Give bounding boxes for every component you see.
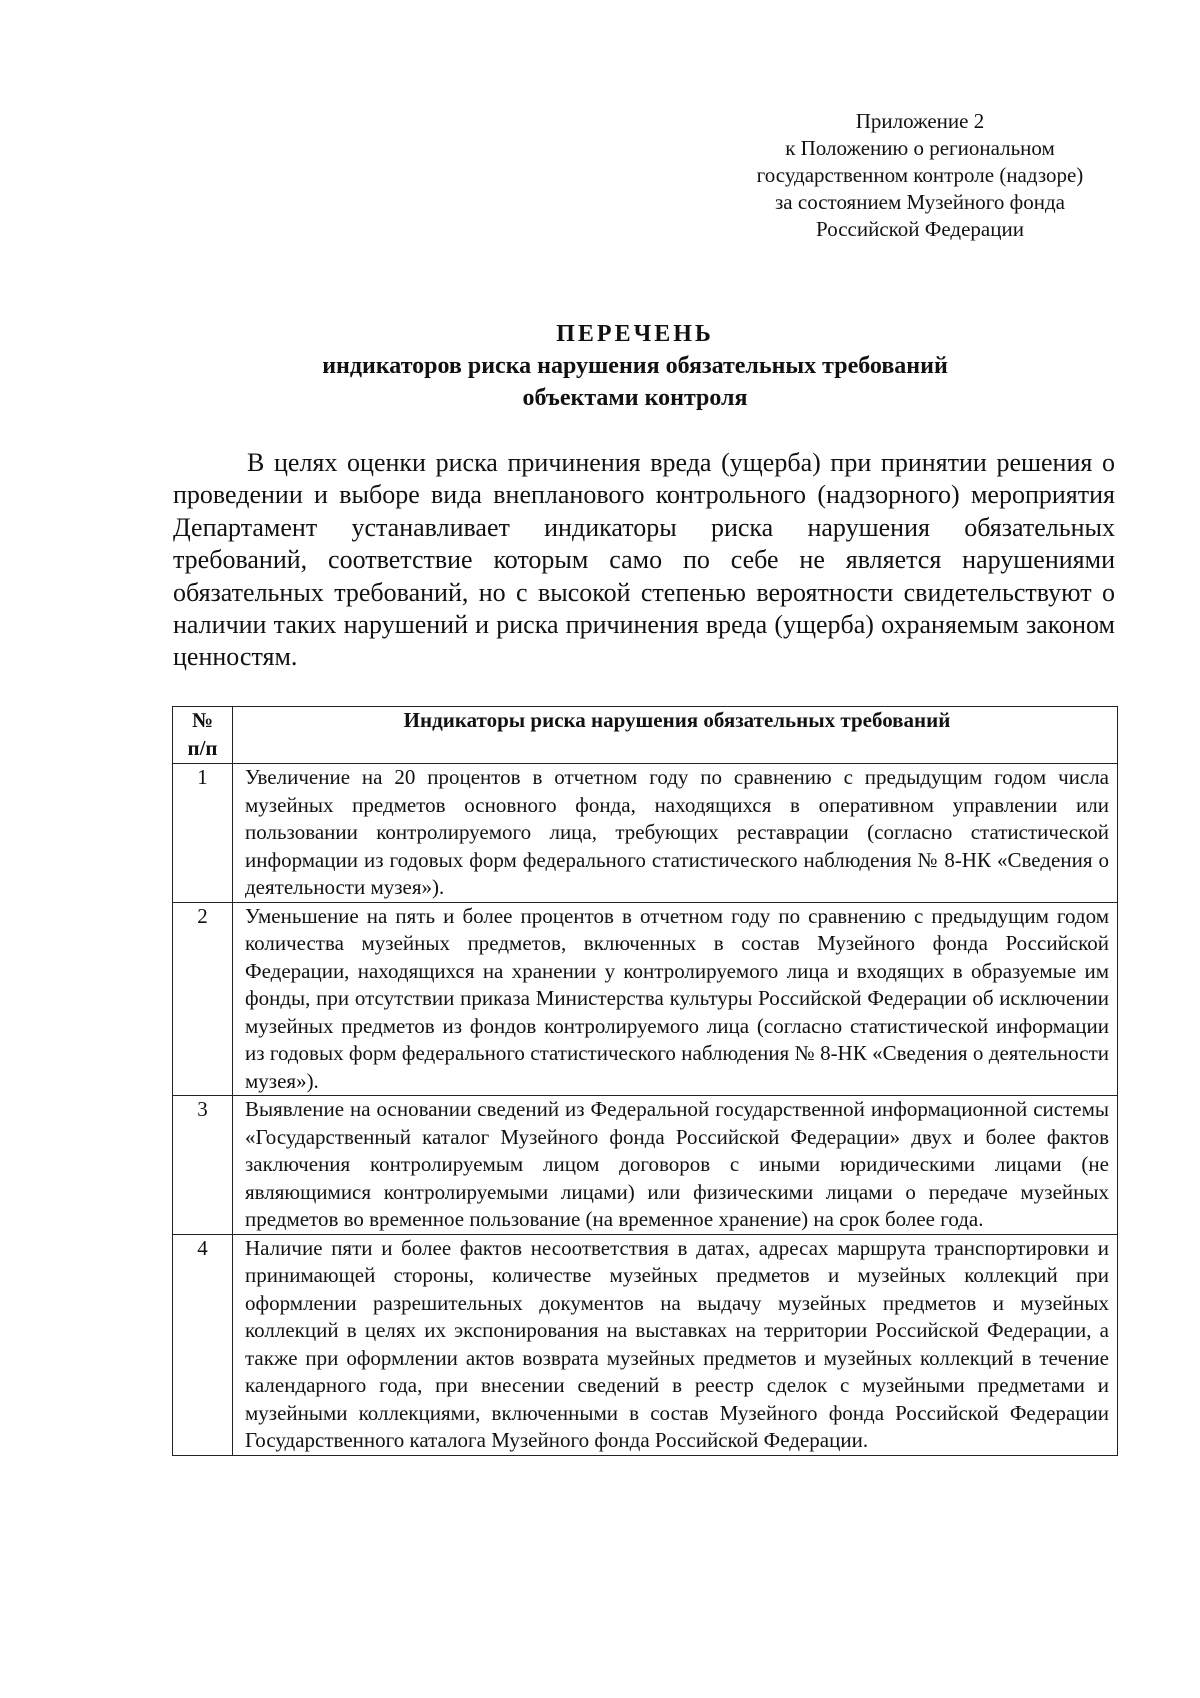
- row-number: 2: [173, 902, 233, 1096]
- header-number-line1: №: [191, 708, 214, 732]
- appendix-line: Российской Федерации: [816, 217, 1024, 241]
- appendix-note: [720, 108, 1120, 243]
- intro-paragraph: В целях оценки риска причинения вреда (ущерба) при принятии решения о проведении и выборе вида внепланового контрольного (надзорного) мероприятия Департамент устанавливает индикаторы риска нарушения обязательных требований, соответствие которым само по себе не является нарушениями обязательных требований, но с высокой степенью вероятности свидетельствуют о наличии таких нарушений и риска причинения вреда (ущерба) охраняемым законом ценностям.: [173, 448, 1115, 672]
- appendix-line: государственном контроле (надзоре): [756, 163, 1084, 187]
- row-text: Уменьшение на пять и более процентов в отчетном году по сравнению с предыдущим годом количества музейных предметов, включенных в состав Музейного фонда Российской Федерации, находящихся на хранении у контролируемого лица и входящих в образуемые им фонды, при отсутствии приказа Министерства культуры Российской Федерации об исключении музейных предметов из фондов контролируемого лица (согласно статистической информации из годовых форм федерального статистического наблюдения № 8-НК «Сведения о деятельности музея»).: [233, 902, 1118, 1096]
- row-text: Наличие пяти и более фактов несоответствия в датах, адресах маршрута транспортировки и принимающей стороны, количестве музейных предметов и музейных коллекций при оформлении разрешительных документов на выдачу музейных предметов и музейных коллекций в целях их экспонирования на выставках на территории Российской Федерации, а также при оформлении актов возврата музейных предметов и музейных коллекций в течение календарного года, при внесении сведений в реестр сделок с музейными предметами и музейными коллекциями, включенными в состав Музейного фонда Российской Федерации Государственного каталога Музейного фонда Российской Федерации.: [233, 1234, 1118, 1455]
- appendix-line: к Положению о региональном: [785, 136, 1055, 160]
- document-title: [170, 318, 1100, 414]
- row-text: Выявление на основании сведений из Федеральной государственной информационной системы «Государственный каталог Музейного фонда Российской Федерации» двух и более фактов заключения контролируемым лицом договоров с иными юридическими лицами (не являющимися контролируемыми лицами) или физическими лицами о передаче музейных предметов во временное пользование (на временное хранение) на срок более года.: [233, 1096, 1118, 1235]
- table-row: [173, 902, 1118, 1096]
- table-row: [173, 1234, 1118, 1455]
- title-subtitle-line: объектами контроля: [522, 385, 748, 411]
- header-number-line2: п/п: [187, 735, 218, 760]
- row-number: 3: [173, 1096, 233, 1235]
- title-main: ПЕРЕЧЕНЬ: [556, 321, 714, 347]
- header-number: [173, 707, 233, 764]
- table-header-row: [173, 707, 1118, 764]
- table-row: [173, 1096, 1118, 1235]
- appendix-line: Приложение 2: [855, 109, 985, 133]
- title-subtitle-line: индикаторов риска нарушения обязательных требований: [322, 353, 948, 379]
- appendix-line: за состоянием Музейного фонда: [775, 190, 1065, 214]
- header-indicator: Индикаторы риска нарушения обязательных требований: [233, 707, 1118, 764]
- row-text: Увеличение на 20 процентов в отчетном году по сравнению с предыдущим годом числа музейных предметов основного фонда, находящихся в оперативном управлении или пользовании контролируемого лица, требующих реставрации (согласно статистической информации из годовых форм федерального статистического наблюдения № 8-НК «Сведения о деятельности музея»).: [233, 764, 1118, 903]
- row-number: 4: [173, 1234, 233, 1455]
- table-row: [173, 764, 1118, 903]
- indicators-table: [172, 706, 1118, 1456]
- row-number: 1: [173, 764, 233, 903]
